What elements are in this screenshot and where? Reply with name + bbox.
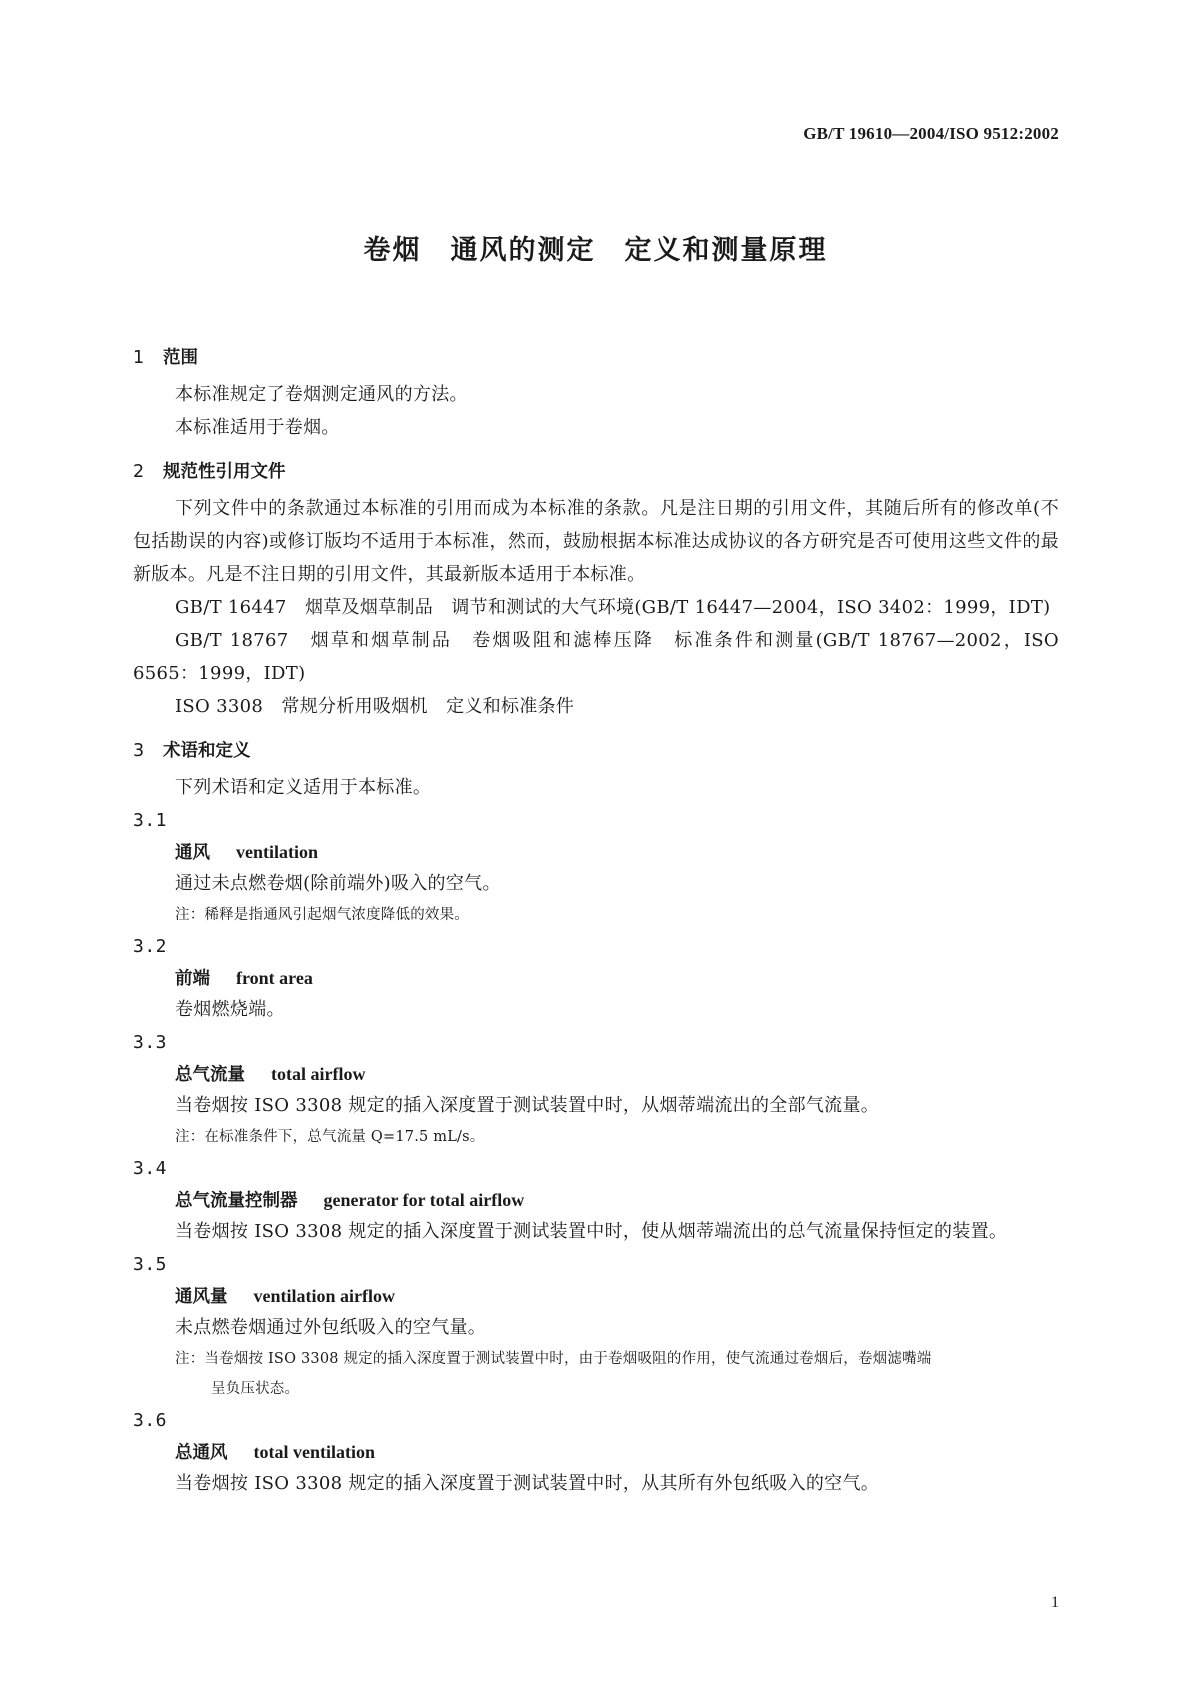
clause-number: 3.5	[133, 1254, 168, 1275]
term-heading	[133, 1184, 1059, 1216]
term-definition: 通过未点燃卷烟(除前端外)吸入的空气。	[175, 873, 501, 894]
page-number: 1	[1051, 1594, 1059, 1611]
term-definition: 卷烟燃烧端。	[175, 999, 285, 1020]
section-number: 3	[133, 741, 145, 761]
clause-number: 3.4	[133, 1158, 168, 1179]
term-definition: 未点燃卷烟通过外包纸吸入的空气量。	[175, 1317, 487, 1338]
term-heading	[133, 836, 1059, 868]
term-heading	[133, 1436, 1059, 1468]
section-title: 规范性引用文件	[163, 462, 286, 482]
section-number: 2	[133, 462, 145, 482]
section-number: 1	[133, 348, 145, 368]
term-en: ventilation airflow	[253, 1286, 395, 1306]
term-en: generator for total airflow	[323, 1190, 525, 1210]
term-zh: 通风	[175, 843, 210, 863]
paragraph: 本标准适用于卷烟。	[175, 417, 340, 438]
reference-item: GB/T 16447 烟草及烟草制品 调节和测试的大气环境(GB/T 16447—2004，ISO 3402：1999，IDT)	[175, 597, 1051, 618]
term-zh: 总通风	[175, 1443, 228, 1463]
reference-item: GB/T 18767 烟草和烟草制品 卷烟吸阻和滤棒压降 标准条件和测量(GB/T 18767—2002，ISO 6565：1999，IDT)	[133, 630, 1059, 684]
term-heading	[133, 1280, 1059, 1312]
clause-number: 3.3	[133, 1032, 168, 1053]
term-en: total airflow	[271, 1064, 366, 1084]
reference-item: ISO 3308 常规分析用吸烟机 定义和标准条件	[175, 696, 575, 717]
paragraph: 下列文件中的条款通过本标准的引用而成为本标准的条款。凡是注日期的引用文件，其随后所有的修改单(不包括勘误的内容)或修订版均不适用于本标准，然而，鼓励根据本标准达成协议的各方研究是否可使用这些文件的最新版本。凡是不注日期的引用文件，其最新版本适用于本标准。	[133, 498, 1059, 585]
section-title: 范围	[163, 348, 198, 368]
document-title: 卷烟 通风的测定 定义和测量原理	[363, 235, 828, 266]
term-zh: 总气流量控制器	[175, 1191, 298, 1211]
paragraph: 本标准规定了卷烟测定通风的方法。	[175, 384, 468, 405]
term-note-line: 呈负压状态。	[211, 1381, 300, 1397]
section-heading-normative-references	[133, 458, 1059, 486]
clause-number: 3.1	[133, 810, 168, 831]
paragraph: 下列术语和定义适用于本标准。	[175, 777, 432, 798]
section-heading-terms	[133, 737, 1059, 765]
term-note	[133, 1344, 1059, 1404]
term-note: 注：在标准条件下，总气流量 Q=17.5 mL/s。	[175, 1129, 485, 1145]
section-heading-scope	[133, 344, 1059, 372]
term-en: ventilation	[236, 842, 319, 862]
section-title: 术语和定义	[163, 741, 251, 761]
term-definition: 当卷烟按 ISO 3308 规定的插入深度置于测试装置中时，从其所有外包纸吸入的空气。	[175, 1473, 880, 1494]
term-en: front area	[236, 968, 313, 988]
term-zh: 总气流量	[175, 1065, 245, 1085]
clause-number: 3.6	[133, 1410, 168, 1431]
term-definition: 当卷烟按 ISO 3308 规定的插入深度置于测试装置中时，从烟蒂端流出的全部气流量。	[175, 1095, 880, 1116]
term-heading	[133, 1058, 1059, 1090]
term-note: 注：稀释是指通风引起烟气浓度降低的效果。	[175, 907, 469, 923]
term-heading	[133, 962, 1059, 994]
term-definition: 当卷烟按 ISO 3308 规定的插入深度置于测试装置中时，使从烟蒂端流出的总气流量保持恒定的装置。	[175, 1221, 1008, 1242]
term-zh: 前端	[175, 969, 210, 989]
term-en: total ventilation	[253, 1442, 375, 1462]
term-note-line: 注：当卷烟按 ISO 3308 规定的插入深度置于测试装置中时，由于卷烟吸阻的作用，使气流通过卷烟后，卷烟滤嘴端	[175, 1351, 932, 1367]
term-zh: 通风量	[175, 1287, 228, 1307]
clause-number: 3.2	[133, 936, 168, 957]
document-body	[133, 330, 1059, 1500]
standard-code: GB/T 19610—2004/ISO 9512:2002	[803, 124, 1059, 143]
